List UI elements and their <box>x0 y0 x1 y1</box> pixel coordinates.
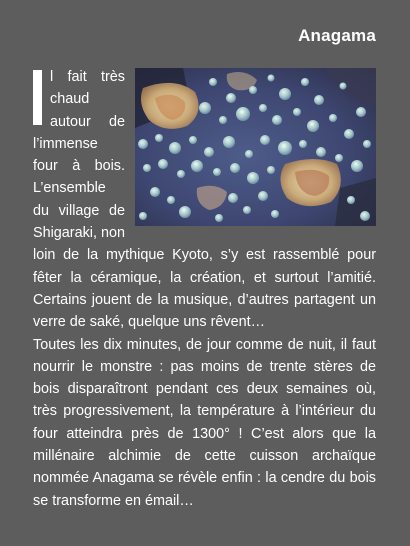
article <box>33 66 376 512</box>
dropcap-bar <box>33 70 42 125</box>
paragraph-2: Toutes les dix minutes, de jour comme de nuit, il faut nourrir le monstre : pas moins de trente stères de bois disparaîtront pendant ces deux semaines où, très progressivement, la température à l’intérieur du four atteindra près de 1300° ! C’est alors que la millénaire alchimie de cette cuisson archaïque nommée Anagama se révèle enfin : la cendre du bois se transforme en émail… <box>33 336 376 509</box>
paragraph-1-text: l fait très chaud autour de l’immense four à bois. L’ensemble du village de Shigaraki, non loin de la mythique Kyoto, s’y est rassemblé pour fêter la céramique, la création, et surtout l’amitié. Certains jouent de la musique, d’autres partagent un verre de saké, quelque uns rêvent… <box>33 69 376 331</box>
glaze-texture-image <box>135 68 376 226</box>
ceramic-glaze-photo <box>135 68 376 226</box>
page-title: Anagama <box>298 26 376 45</box>
